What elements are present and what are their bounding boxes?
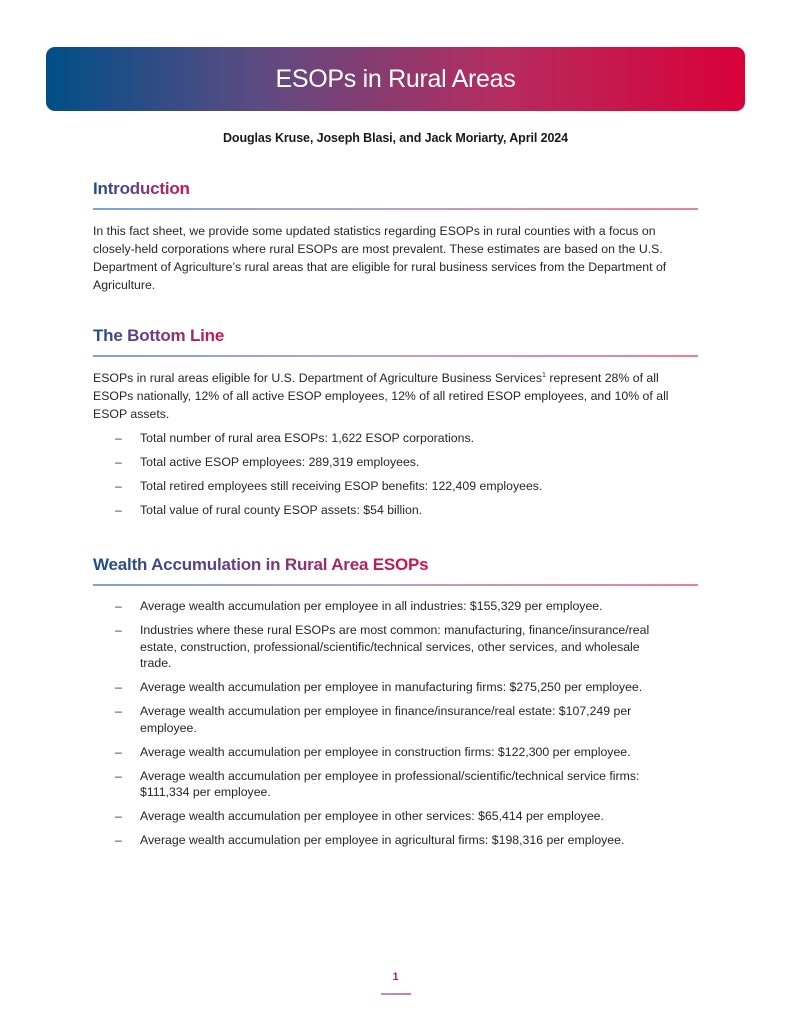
list-item: – Total number of rural area ESOPs: 1,622 ESOP corporations. [93,430,698,447]
wealth-section [93,555,698,856]
list-item: – Average wealth accumulation per employee in construction firms: $122,300 per employee. [93,744,698,761]
footnote-marker[interactable]: 1 [542,371,546,379]
wealth-list [93,598,698,849]
footer-divider [381,993,411,995]
list-item: – Industries where these rural ESOPs are most common: manufacturing, finance/insurance/real estate, construction, professional/scientific/technical services, other services, and wholesale trade. [93,622,698,672]
list-item: – Average wealth accumulation per employee in manufacturing firms: $275,250 per employee. [93,679,698,696]
page-footer [0,967,791,995]
section-divider [93,208,698,210]
section-heading-introduction: Introduction [93,179,190,198]
list-item: – Average wealth accumulation per employee in professional/scientific/technical service firms: $111,334 per employee. [93,768,698,801]
introduction-paragraph: In this fact sheet, we provide some updated statistics regarding ESOPs in rural counties with a focus on closely-held corporations where rural ESOPs are most prevalent. These estimates are based on the U.S. Department of Agriculture’s rural areas that are eligible for rural business services from the Department of Agriculture. [93,224,667,292]
list-item: – Average wealth accumulation per employee in other services: $65,414 per employee. [93,808,698,825]
bottom-line-section [93,326,698,526]
list-item: – Total value of rural county ESOP assets: $54 billion. [93,502,698,519]
bottom-line-paragraph [93,369,698,423]
list-item: – Average wealth accumulation per employee in agricultural firms: $198,316 per employee. [93,832,698,849]
bottom-line-text-end: represent 28% of all ESOPs nationally, 12% of all active ESOP employees, 12% of all retired ESOP employees, and 10% of all ESOP assets. [93,371,669,421]
list-item: – Average wealth accumulation per employee in finance/insurance/real estate: $107,249 per employee. [93,703,698,736]
title-banner [46,47,745,111]
list-item: – Average wealth accumulation per employee in all industries: $155,329 per employee. [93,598,698,615]
page-title: ESOPs in Rural Areas [275,64,516,93]
introduction-section [93,179,698,294]
section-heading-wealth: Wealth Accumulation in Rural Area ESOPs [93,555,429,574]
bottom-line-text-start: ESOPs in rural areas eligible for U.S. Department of Agriculture Business Services [93,371,543,385]
section-divider [93,355,698,357]
list-item: – Total retired employees still receiving ESOP benefits: 122,409 employees. [93,478,698,495]
bottom-line-list [93,430,698,519]
section-divider [93,584,698,586]
list-item: – Total active ESOP employees: 289,319 employees. [93,454,698,471]
page-number: 1 [392,971,399,983]
authors-byline: Douglas Kruse, Joseph Blasi, and Jack Moriarty, April 2024 [222,131,569,145]
section-heading-bottom-line: The Bottom Line [93,326,225,345]
